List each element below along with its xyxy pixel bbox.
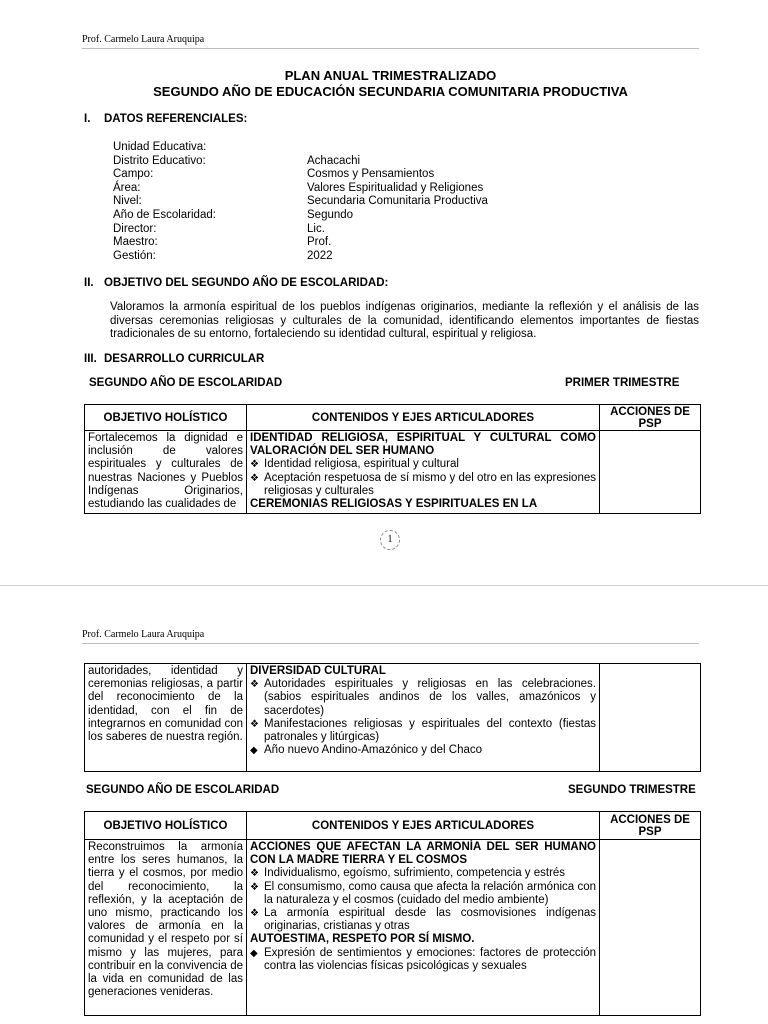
header-rule bbox=[82, 48, 699, 49]
t1-header-acciones: ACCIONES DE PSP bbox=[600, 405, 701, 431]
list-item: ❖ El consumismo, como causa que afecta la relación armónica con la naturaleza y el cosmos (cuidado del medio ambiente) bbox=[250, 880, 596, 906]
t2-actions-cell bbox=[600, 840, 701, 1016]
t1-header-objetivo: OBJETIVO HOLÍSTICO bbox=[85, 405, 247, 431]
bullet-solid-diamond-icon: ◆ bbox=[250, 947, 258, 959]
referential-value: Cosmos y Pensamientos bbox=[307, 168, 435, 181]
referential-row bbox=[113, 168, 434, 182]
page-header-author: Prof. Carmelo Laura Aruquipa bbox=[82, 629, 205, 640]
t1-cont-heading: DIVERSIDAD CULTURAL bbox=[250, 665, 386, 677]
t1-header-contenidos: CONTENIDOS Y EJES ARTICULADORES bbox=[247, 405, 600, 431]
t2-contents-heading-1: ACCIONES QUE AFECTAN LA ARMONÍA DEL SER HUMANO CON LA MADRE TIERRA Y EL COSMOS bbox=[250, 841, 596, 867]
referential-row bbox=[113, 155, 360, 169]
bullet-diamond-icon: ❖ bbox=[250, 868, 259, 880]
t2-contents-heading-2: AUTOESTIMA, RESPETO POR SÍ MISMO. bbox=[250, 933, 475, 946]
t1-cont-contents-cell bbox=[247, 664, 600, 772]
bullet-solid-diamond-icon: ◆ bbox=[250, 745, 258, 757]
t2-grade-label: SEGUNDO AÑO DE ESCOLARIDAD bbox=[86, 784, 280, 796]
referential-row bbox=[113, 209, 353, 223]
list-item: ◆ Expresión de sentimientos y emociones: factores de protección contra las violencias físicas psicológicas y sexuales bbox=[250, 946, 596, 972]
referential-label: Área: bbox=[113, 181, 141, 194]
section-1-title: DATOS REFERENCIALES: bbox=[104, 113, 248, 125]
referential-label: Maestro: bbox=[113, 236, 158, 249]
t1-continued-table bbox=[84, 663, 701, 772]
t1-content-row bbox=[85, 431, 701, 514]
document-title: PLAN ANUAL TRIMESTRALIZADO bbox=[284, 68, 497, 83]
referential-label: Distrito Educativo: bbox=[113, 154, 206, 167]
t1-objective-cell bbox=[85, 431, 247, 514]
referential-value: Secundaria Comunitaria Productiva bbox=[307, 195, 488, 208]
referential-row bbox=[113, 223, 325, 237]
t2-term-label: SEGUNDO TRIMESTRE bbox=[568, 784, 696, 796]
list-item: ❖ Identidad religiosa, espiritual y cultural bbox=[250, 458, 459, 471]
section-1-heading bbox=[84, 113, 247, 125]
referential-value: 2022 bbox=[307, 249, 333, 262]
t1-contents-heading-1: IDENTIDAD RELIGIOSA, ESPIRITUAL Y CULTURAL COMO VALORACIÓN DEL SER HUMANO bbox=[250, 432, 596, 458]
bullet-diamond-icon: ❖ bbox=[250, 908, 259, 920]
referential-row bbox=[113, 250, 333, 264]
year-objective: Valoramos la armonía espiritual de los pueblos indígenas originarios, mediante la reflexión y el análisis de las diversas ceremonias religiosas y culturales de la comunidad, identificando elementos importantes de fiestas tradicionales de su entorno, fortaleciendo su identidad cultural, espiritual y religiosa. bbox=[110, 301, 699, 340]
section-2-heading bbox=[84, 277, 388, 289]
section-2-number: II. bbox=[84, 277, 94, 289]
t2-contents-cell bbox=[247, 840, 600, 1016]
header-rule bbox=[82, 643, 699, 644]
list-item: ❖ Aceptación respetuosa de sí mismo y del otro en las expresiones religiosas y culturales bbox=[250, 471, 596, 497]
list-item: ❖ La armonía espiritual desde las cosmovisiones indígenas originarias, cristianas y otras bbox=[250, 907, 596, 933]
t1-header-row bbox=[85, 405, 701, 431]
t1-plan-table bbox=[84, 404, 701, 514]
referential-value: Valores Espiritualidad y Religiones bbox=[307, 181, 484, 194]
t1-term-label: PRIMER TRIMESTRE bbox=[565, 377, 680, 389]
referential-label: Nivel: bbox=[113, 195, 142, 208]
list-item: ❖ Autoridades espirituales y religiosas en las celebraciones. (sabios espirituales andinos de los valles, amazónicos y sacerdotes) bbox=[250, 678, 596, 717]
t2-header-objetivo: OBJETIVO HOLÍSTICO bbox=[85, 812, 247, 840]
t1-cont-actions-cell bbox=[600, 664, 701, 772]
referential-value: Lic. bbox=[307, 222, 325, 235]
referential-label: Gestión: bbox=[113, 249, 156, 262]
t1-actions-cell bbox=[600, 431, 701, 514]
t1-cont-objective-cell: autoridades, identidad y ceremonias religiosas, a partir del reconocimiento de la identidad, con el fin de integrarnos en comunidad con los saberes de nuestra región. bbox=[85, 664, 247, 772]
referential-row bbox=[113, 182, 483, 196]
document-subtitle: SEGUNDO AÑO DE EDUCACIÓN SECUNDARIA COMUNITARIA PRODUCTIVA bbox=[153, 84, 628, 99]
t2-content-row bbox=[85, 840, 701, 1016]
t1-objective-text: Fortalecemos la dignidad e inclusión de valores espirituales y culturales de nuestras Naciones y Pueblos Indígenas Originarios, estudiando las cualidades de bbox=[88, 432, 243, 511]
section-3-heading bbox=[84, 353, 264, 365]
t1-contents-cell bbox=[247, 431, 600, 514]
t2-header-acciones: ACCIONES DE PSP bbox=[600, 812, 701, 840]
t2-header-contenidos: CONTENIDOS Y EJES ARTICULADORES bbox=[247, 812, 600, 840]
section-3-number: III. bbox=[84, 353, 97, 365]
section-2-title: OBJETIVO DEL SEGUNDO AÑO DE ESCOLARIDAD: bbox=[104, 277, 389, 289]
list-item: ❖ Individualismo, egoísmo, sufrimiento, competencia y estrés bbox=[250, 867, 566, 880]
page-number: 1 bbox=[380, 530, 400, 550]
bullet-diamond-icon: ❖ bbox=[250, 679, 259, 691]
t1-continued-row bbox=[85, 664, 701, 772]
referential-label: Campo: bbox=[113, 168, 154, 181]
t2-objective-cell: Reconstruimos la armonía entre los seres humanos, la tierra y el cosmos, por medio del reconocimiento, la reflexión, y la aceptación de uno mismo, practicando los valores de armonía en la comunidad y el respeto por sí mismo y las mujeres, para contribuir en la convivencia de la vida en comunidad de las generaciones venideras. bbox=[85, 840, 247, 1016]
t2-plan-table bbox=[84, 811, 701, 1016]
bullet-diamond-icon: ❖ bbox=[250, 459, 259, 471]
referential-row bbox=[113, 141, 307, 155]
referential-label: Año de Escolaridad: bbox=[113, 209, 216, 221]
referential-value: Achacachi bbox=[307, 154, 361, 167]
page-header-author: Prof. Carmelo Laura Aruquipa bbox=[82, 34, 205, 45]
section-1-number: I. bbox=[84, 113, 91, 125]
bullet-diamond-icon: ❖ bbox=[250, 472, 259, 484]
t1-grade-label: SEGUNDO AÑO DE ESCOLARIDAD bbox=[89, 377, 283, 389]
bullet-diamond-icon: ❖ bbox=[250, 881, 259, 893]
page-2 bbox=[0, 585, 768, 1024]
referential-row bbox=[113, 195, 488, 209]
referential-value: Segundo bbox=[307, 209, 354, 221]
referential-label: Unidad Educativa: bbox=[113, 141, 207, 153]
section-3-title: DESARROLLO CURRICULAR bbox=[104, 353, 265, 365]
list-item: ❖ Manifestaciones religiosas y espirituales del contexto (fiestas patronales y litúrgicas) bbox=[250, 717, 596, 744]
t2-header-row bbox=[85, 812, 701, 840]
list-item: ◆ Año nuevo Andino-Amazónico y del Chaco bbox=[250, 744, 483, 757]
bullet-diamond-icon: ❖ bbox=[250, 718, 259, 730]
t1-contents-heading-2: CEREMONIAS RELIGIOSAS Y ESPIRITUALES EN LA bbox=[250, 498, 538, 511]
referential-row bbox=[113, 236, 331, 250]
referential-value: Prof. bbox=[307, 236, 332, 249]
referential-label: Director: bbox=[113, 222, 157, 235]
